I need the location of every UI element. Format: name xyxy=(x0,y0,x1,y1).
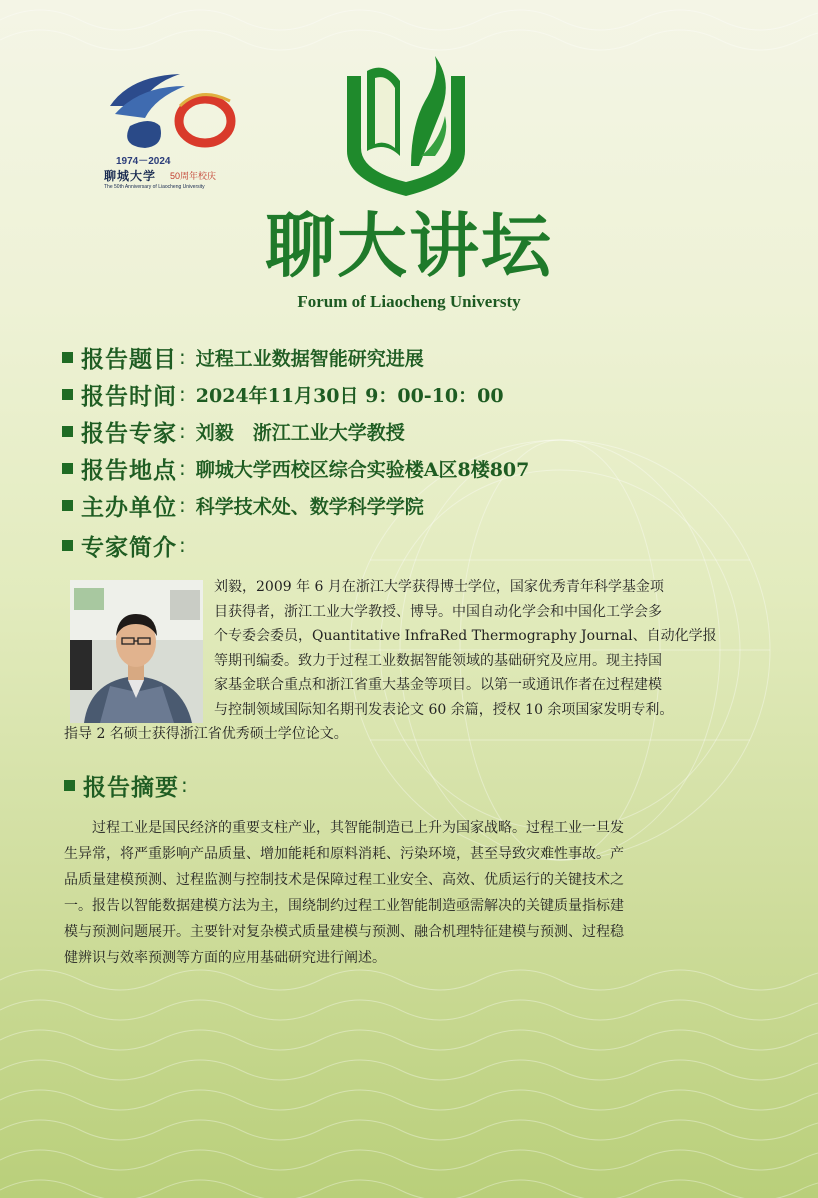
bio-line: 目获得者，浙江工业大学教授、博导。中国自动化学会和中国化工学会多 xyxy=(214,603,662,620)
bio-line: 家基金联合重点和浙江省重大基金等项目。以第一或通讯作者在过程建模 xyxy=(214,677,662,693)
abstract-line: 模与预测问题展开。主要针对复杂模式质量建模与预测、融合机理特征建模与预测、过程稳 xyxy=(64,924,624,940)
info-row-topic xyxy=(62,340,424,374)
bio-line: 刘毅，2009 年 6 月在浙江大学获得博士学位，国家优秀青年科学基金项 xyxy=(214,579,664,595)
speaker-label: 报告专家 xyxy=(81,420,177,447)
info-row-venue xyxy=(62,451,529,485)
host-label: 主办单位 xyxy=(81,494,177,521)
abstract-line: 生异常，将严重影响产品质量、增加能耗和原料消耗、污染环境，甚至导致灾难性事故。产 xyxy=(64,846,624,862)
bio-line: 个专委会委员，Quantitative InfraRed Thermography Journal、自动化学报 xyxy=(214,628,717,644)
venue-label: 报告地点 xyxy=(81,457,177,484)
anniversary-university-name: 聊城大学 xyxy=(104,169,157,183)
time-label: 报告时间 xyxy=(81,383,177,410)
forum-title: 聊大讲坛 xyxy=(265,205,553,287)
speaker-bio xyxy=(64,575,774,747)
info-row-speaker xyxy=(62,414,405,448)
colon: : xyxy=(179,345,186,369)
square-bullet-icon xyxy=(62,463,73,474)
anniversary-slogan: 50周年校庆 xyxy=(170,171,217,181)
abstract-heading xyxy=(64,768,198,802)
anniversary-years: 1974－2024 xyxy=(116,156,171,167)
abstract-body xyxy=(64,815,766,971)
square-bullet-icon xyxy=(62,426,73,437)
topic-value: 过程工业数据智能研究进展 xyxy=(195,347,424,370)
host-value: 科学技术处、数学科学学院 xyxy=(195,495,424,518)
colon: : xyxy=(179,493,186,517)
colon: : xyxy=(181,773,188,797)
square-bullet-icon xyxy=(62,500,73,511)
colon: : xyxy=(179,533,186,557)
colon: : xyxy=(179,419,186,443)
topic-label: 报告题目 xyxy=(81,346,177,373)
colon: : xyxy=(179,382,186,406)
fifty-year-anniversary-logo-icon xyxy=(100,66,240,156)
square-bullet-icon xyxy=(64,780,75,791)
info-row-host xyxy=(62,488,424,522)
square-bullet-icon xyxy=(62,352,73,363)
square-bullet-icon xyxy=(62,540,73,551)
abstract-line: 一。报告以智能数据建模方法为主，围绕制约过程工业智能制造亟需解决的关键质量指标建 xyxy=(64,898,624,914)
abstract-line: 健辨识与效率预测等方面的应用基础研究进行阐述。 xyxy=(64,950,386,966)
square-bullet-icon xyxy=(62,389,73,400)
abstract-line: 过程工业是国民经济的重要支柱产业，其智能制造已上升为国家战略。过程工业一旦发 xyxy=(64,820,624,836)
university-emblem-icon xyxy=(345,56,467,198)
info-row-time xyxy=(62,377,504,411)
time-value: 2024年11月30日 9：00-10：00 xyxy=(195,384,504,407)
abstract-label: 报告摘要 xyxy=(83,774,179,801)
bio-line: 与控制领域国际知名期刊发表论文 60 余篇，授权 10 余项国家发明专利。 xyxy=(214,701,674,718)
forum-subtitle: Forum of Liaocheng Universty xyxy=(297,292,521,311)
colon: : xyxy=(179,456,186,480)
bio-line: 指导 2 名硕士获得浙江省优秀硕士学位论文。 xyxy=(64,726,348,742)
bio-line: 等期刊编委。致力于过程工业数据智能领域的基础研究及应用。现主持国 xyxy=(214,652,662,669)
speaker-value: 刘毅 浙江工业大学教授 xyxy=(195,421,405,444)
info-row-bio xyxy=(62,528,196,562)
venue-value: 聊城大学西校区综合实验楼A区8楼807 xyxy=(195,458,530,481)
anniversary-logo xyxy=(100,66,240,188)
bio-label: 专家简介 xyxy=(81,534,177,561)
anniversary-english: The 50th Anniversary of Liaocheng University xyxy=(104,184,205,190)
abstract-line: 品质量建模预测、过程监测与控制技术是保障过程工业安全、高效、优质运行的关键技术之 xyxy=(64,872,624,888)
